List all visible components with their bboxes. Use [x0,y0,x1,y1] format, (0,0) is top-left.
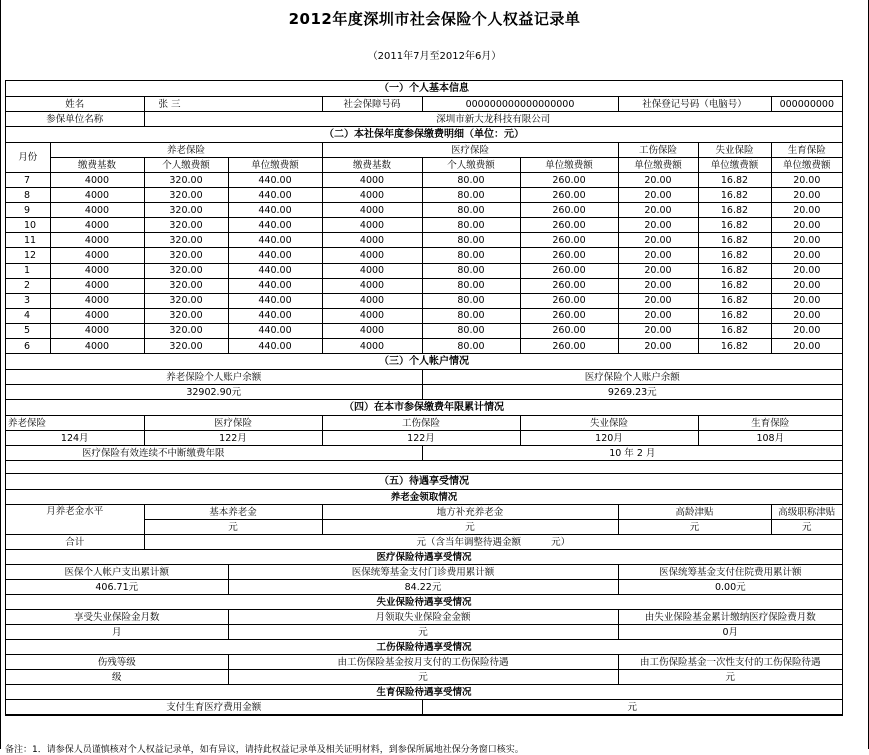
pension-benefit-labels [6,505,842,520]
amount-cell: 4000 [50,173,144,188]
elderly-allowance-label: 高龄津贴 [618,505,771,520]
years-value-unemployment: 120月 [520,431,698,446]
amount-cell: 20.00 [618,173,698,188]
contribution-row [6,218,842,233]
section-benefits-header [6,474,842,490]
document-title: 2012年度深圳市社会保险个人权益记录单 [288,10,581,28]
contribution-row [6,278,842,293]
amount-cell: 20.00 [618,263,698,278]
amount-cell: 20.00 [771,188,842,203]
amount-cell: 16.82 [698,278,771,293]
spacer-row [6,461,842,474]
unemployment-benefit-labels [6,610,842,625]
years-label-injury: 工伤保险 [322,416,520,431]
contrib-sub-header [6,158,842,173]
subheader: 单位缴费额 [520,158,618,173]
amount-cell: 440.00 [228,308,322,323]
amount-cell: 16.82 [698,218,771,233]
account-labels [6,370,842,385]
month-cell: 2 [6,278,50,293]
pension-balance-value: 32902.90元 [6,385,422,400]
amount-cell: 260.00 [520,218,618,233]
amount-cell: 4000 [322,293,422,308]
amount-cell: 20.00 [771,339,842,354]
subheader: 缴费基数 [322,158,422,173]
name-value: 张 三 [144,97,322,112]
medical-account-spend-value: 406.71元 [6,580,228,595]
amount-cell: 260.00 [520,173,618,188]
amount-cell: 260.00 [520,308,618,323]
senior-title-allowance-label: 高级职称津贴 [771,505,842,520]
amount-cell: 440.00 [228,203,322,218]
years-value-medical: 122月 [144,431,322,446]
medical-benefit-header [6,550,842,565]
contribution-row [6,203,842,218]
senior-title-allowance-value: 元 [771,520,842,535]
amount-cell: 20.00 [618,233,698,248]
amount-cell: 4000 [50,248,144,263]
amount-cell: 20.00 [771,233,842,248]
contribution-row [6,323,842,338]
amount-cell: 80.00 [422,203,520,218]
amount-cell: 4000 [50,218,144,233]
month-cell: 7 [6,173,50,188]
amount-cell: 16.82 [698,339,771,354]
years-label-unemployment: 失业保险 [520,416,698,431]
amount-cell: 80.00 [422,173,520,188]
unemployment-months-label: 享受失业保险金月数 [6,610,228,625]
contribution-row [6,173,842,188]
unemployment-benefit-header [6,595,842,610]
contribution-rows [6,173,842,354]
years-values [6,431,842,446]
amount-cell: 440.00 [228,218,322,233]
contribution-row [6,263,842,278]
medical-balance-value: 9269.23元 [422,385,842,400]
section-years-header [6,400,842,416]
amount-cell: 16.82 [698,203,771,218]
amount-cell: 440.00 [228,188,322,203]
elderly-allowance-value: 元 [618,520,771,535]
amount-cell: 20.00 [771,308,842,323]
amount-cell: 4000 [322,173,422,188]
amount-cell: 80.00 [422,218,520,233]
amount-cell: 4000 [322,203,422,218]
amount-cell: 440.00 [228,278,322,293]
month-cell: 9 [6,203,50,218]
amount-cell: 320.00 [144,278,228,293]
amount-cell: 20.00 [618,308,698,323]
amount-cell: 4000 [322,218,422,233]
maternity-benefit-row [6,700,842,715]
month-cell: 6 [6,339,50,354]
group-maternity: 生育保险 [771,143,842,158]
injury-benefit-values [6,670,842,685]
amount-cell: 4000 [322,233,422,248]
amount-cell: 20.00 [618,293,698,308]
month-cell: 1 [6,263,50,278]
contribution-row [6,248,842,263]
amount-cell: 16.82 [698,308,771,323]
pension-total-row [6,535,842,550]
amount-cell: 16.82 [698,173,771,188]
footnote: 备注：1．请参保人员谨慎核对个人权益记录单，如有异议，请持此权益记录单及相关证明材料，到参保所属地社保分务窗口核实。 [5,745,524,755]
amount-cell: 320.00 [144,188,228,203]
month-cell: 10 [6,218,50,233]
subheader: 个人缴费额 [144,158,228,173]
injury-monthly-label: 由工伤保险基金按月支付的工伤保险待遇 [228,655,618,670]
amount-cell: 20.00 [618,188,698,203]
continuous-years-row [6,446,842,461]
amount-cell: 440.00 [228,173,322,188]
amount-cell: 440.00 [228,339,322,354]
amount-cell: 20.00 [618,203,698,218]
subheader: 单位缴费额 [618,158,698,173]
basic-info-row-2 [6,112,842,127]
basic-pension-label: 基本养老金 [144,505,322,520]
maternity-benefit-header [6,685,842,700]
amount-cell: 80.00 [422,188,520,203]
amount-cell: 260.00 [520,203,618,218]
group-injury: 工伤保险 [618,143,698,158]
amount-cell: 4000 [322,278,422,293]
subheader: 个人缴费额 [422,158,520,173]
amount-cell: 320.00 [144,173,228,188]
local-pension-value: 元 [322,520,618,535]
record-form [5,80,843,716]
amount-cell: 260.00 [520,323,618,338]
medical-benefit-values [6,580,842,595]
month-cell: 12 [6,248,50,263]
amount-cell: 20.00 [771,293,842,308]
reg-label: 社保登记号码（电脑号） [618,97,771,112]
amount-cell: 260.00 [520,263,618,278]
amount-cell: 4000 [50,339,144,354]
page-left-border [0,0,1,749]
section-header: （一）个人基本信息 [6,81,842,97]
group-pension: 养老保险 [50,143,322,158]
month-cell: 5 [6,323,50,338]
amount-cell: 20.00 [771,323,842,338]
section-account-header [6,354,842,370]
employer-label: 参保单位名称 [6,112,144,127]
maternity-medical-value: 元 [422,700,842,715]
pension-benefit-header [6,490,842,505]
section-header: （二）本社保年度参保缴费明细（单位：元） [6,127,842,143]
amount-cell: 80.00 [422,308,520,323]
amount-cell: 320.00 [144,293,228,308]
disability-grade-value: 级 [6,670,228,685]
unemployment-months-value: 月 [6,625,228,640]
injury-benefit-labels [6,655,842,670]
contribution-row [6,308,842,323]
unemployment-monthly-amount-label: 月领取失业保险金金额 [228,610,618,625]
employer-value: 深圳市新大龙科技有限公司 [144,112,842,127]
amount-cell: 320.00 [144,263,228,278]
ssn-label: 社会保障号码 [322,97,422,112]
amount-cell: 320.00 [144,233,228,248]
group-medical: 医疗保险 [322,143,618,158]
amount-cell: 20.00 [771,263,842,278]
section-header: （五）待遇享受情况 [6,474,842,490]
subsection-header: 工伤保险待遇享受情况 [6,640,842,655]
years-value-injury: 122月 [322,431,520,446]
medical-inpatient-label: 医保统筹基金支付住院费用累计额 [618,565,842,580]
subheader: 缴费基数 [50,158,144,173]
unemployment-medical-months-label: 由失业保险基金累计缴纳医疗保险费月数 [618,610,842,625]
document-period: （2011年7月至2012年6月） [367,51,502,62]
years-value-maternity: 108月 [698,431,842,446]
amount-cell: 80.00 [422,293,520,308]
amount-cell: 440.00 [228,248,322,263]
unemployment-medical-months-value: 0月 [618,625,842,640]
contribution-row [6,188,842,203]
amount-cell: 4000 [322,188,422,203]
medical-balance-label: 医疗保险个人账户余额 [422,370,842,385]
amount-cell: 4000 [50,203,144,218]
pension-total-label: 合计 [6,535,144,550]
amount-cell: 20.00 [771,203,842,218]
amount-cell: 260.00 [520,293,618,308]
group-unemployment: 失业保险 [698,143,771,158]
amount-cell: 80.00 [422,248,520,263]
years-labels [6,416,842,431]
amount-cell: 440.00 [228,233,322,248]
injury-benefit-header [6,640,842,655]
month-cell: 11 [6,233,50,248]
amount-cell: 16.82 [698,323,771,338]
pension-balance-label: 养老保险个人账户余额 [6,370,422,385]
amount-cell: 440.00 [228,263,322,278]
unemployment-monthly-amount-value: 元 [228,625,618,640]
contribution-row [6,293,842,308]
medical-outpatient-value: 84.22元 [228,580,618,595]
local-pension-label: 地方补充养老金 [322,505,618,520]
amount-cell: 20.00 [618,323,698,338]
contribution-row [6,233,842,248]
unemployment-benefit-values [6,625,842,640]
amount-cell: 20.00 [618,278,698,293]
amount-cell: 16.82 [698,263,771,278]
contribution-row [6,339,842,354]
month-cell: 8 [6,188,50,203]
medical-inpatient-value: 0.00元 [618,580,842,595]
subheader: 单位缴费额 [228,158,322,173]
medical-account-spend-label: 医保个人帐户支出累计额 [6,565,228,580]
continuous-years-value: 10 年 2 月 [422,446,842,461]
amount-cell: 4000 [322,339,422,354]
reg-value: 000000000 [771,97,842,112]
amount-cell: 4000 [50,278,144,293]
amount-cell: 4000 [322,323,422,338]
amount-cell: 20.00 [771,218,842,233]
amount-cell: 16.82 [698,293,771,308]
account-values [6,385,842,400]
amount-cell: 320.00 [144,218,228,233]
amount-cell: 440.00 [228,293,322,308]
subsection-header: 医疗保险待遇享受情况 [6,550,842,565]
amount-cell: 80.00 [422,278,520,293]
years-label-medical: 医疗保险 [144,416,322,431]
amount-cell: 16.82 [698,188,771,203]
amount-cell: 20.00 [771,278,842,293]
amount-cell: 4000 [322,308,422,323]
amount-cell: 320.00 [144,323,228,338]
injury-lumpsum-value: 元 [618,670,842,685]
record-table [6,81,842,715]
amount-cell: 260.00 [520,233,618,248]
subheader: 单位缴费额 [771,158,842,173]
years-label-maternity: 生育保险 [698,416,842,431]
amount-cell: 4000 [50,188,144,203]
amount-cell: 4000 [50,263,144,278]
amount-cell: 80.00 [422,263,520,278]
month-cell: 4 [6,308,50,323]
section-header: （四）在本市参保缴费年限累计情况 [6,400,842,416]
medical-outpatient-label: 医保统筹基金支付门诊费用累计额 [228,565,618,580]
continuous-years-label: 医疗保险有效连续不中断缴费年限 [6,446,422,461]
amount-cell: 4000 [50,308,144,323]
monthly-pension-label: 月养老金水平 [6,505,144,535]
ssn-value: 000000000000000000 [422,97,618,112]
amount-cell: 440.00 [228,323,322,338]
amount-cell: 16.82 [698,248,771,263]
name-label: 姓名 [6,97,144,112]
amount-cell: 20.00 [618,218,698,233]
amount-cell: 260.00 [520,339,618,354]
amount-cell: 320.00 [144,203,228,218]
section-header: （三）个人帐户情况 [6,354,842,370]
maternity-medical-label: 支付生育医疗费用金额 [6,700,422,715]
amount-cell: 4000 [50,293,144,308]
amount-cell: 260.00 [520,278,618,293]
amount-cell: 4000 [50,323,144,338]
years-label-pension: 养老保险 [6,416,144,431]
amount-cell: 16.82 [698,233,771,248]
medical-benefit-labels [6,565,842,580]
amount-cell: 80.00 [422,233,520,248]
subheader: 单位缴费额 [698,158,771,173]
contrib-group-header [6,143,842,158]
amount-cell: 4000 [322,248,422,263]
pension-total-value: 元（含当年调整待遇金额 元） [144,535,842,550]
section-basic-info-header [6,81,842,97]
amount-cell: 20.00 [771,248,842,263]
amount-cell: 80.00 [422,339,520,354]
subsection-header: 失业保险待遇享受情况 [6,595,842,610]
amount-cell: 20.00 [618,248,698,263]
amount-cell: 260.00 [520,188,618,203]
basic-info-row-1 [6,97,842,112]
amount-cell: 320.00 [144,308,228,323]
amount-cell: 20.00 [618,339,698,354]
amount-cell: 80.00 [422,323,520,338]
amount-cell: 4000 [50,233,144,248]
amount-cell: 320.00 [144,248,228,263]
disability-grade-label: 伤残等级 [6,655,228,670]
month-cell: 3 [6,293,50,308]
years-value-pension: 124月 [6,431,144,446]
injury-lumpsum-label: 由工伤保险基金一次性支付的工伤保险待遇 [618,655,842,670]
injury-monthly-value: 元 [228,670,618,685]
subsection-header: 养老金领取情况 [6,490,842,505]
blank-row [6,461,842,474]
month-label: 月份 [6,143,50,173]
subsection-header: 生育保险待遇享受情况 [6,685,842,700]
amount-cell: 320.00 [144,339,228,354]
amount-cell: 260.00 [520,248,618,263]
amount-cell: 4000 [322,263,422,278]
amount-cell: 20.00 [771,173,842,188]
section-contributions-header [6,127,842,143]
basic-pension-value: 元 [144,520,322,535]
